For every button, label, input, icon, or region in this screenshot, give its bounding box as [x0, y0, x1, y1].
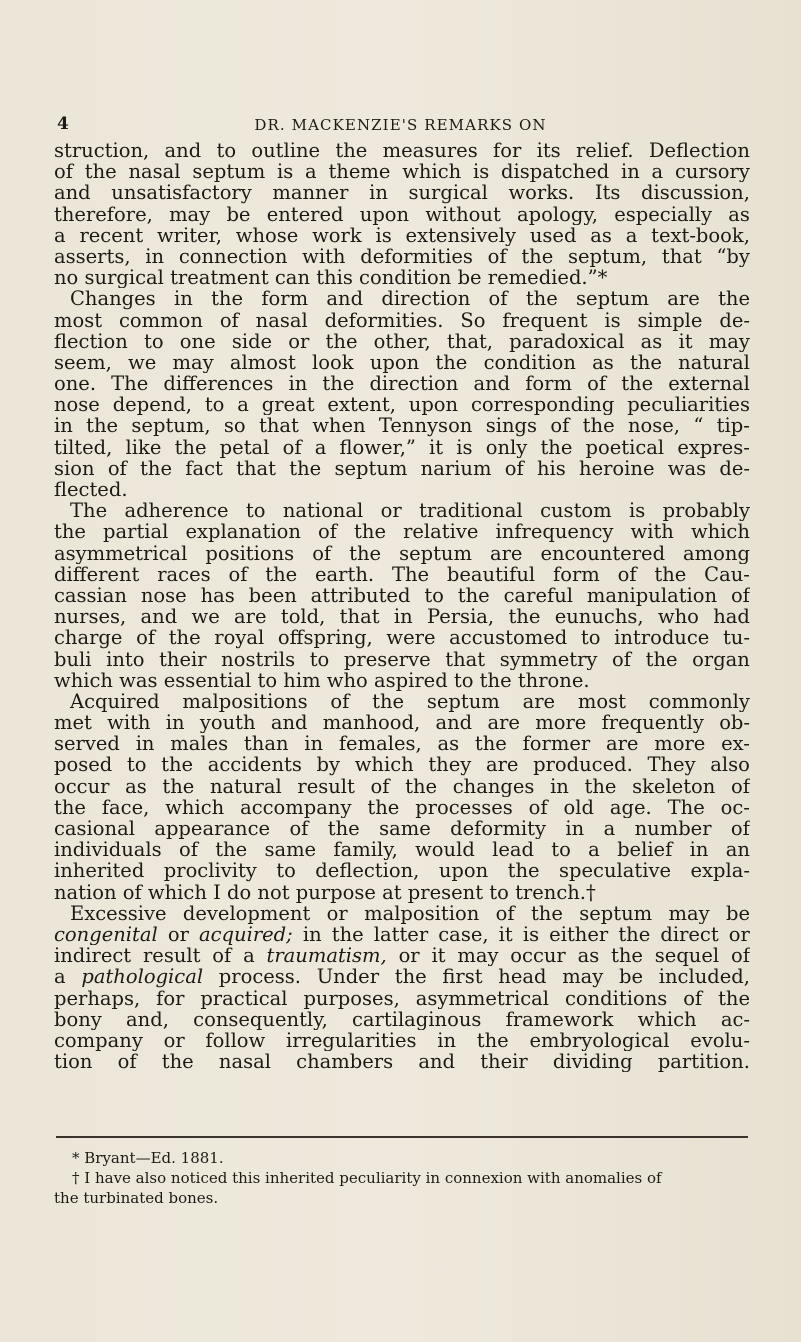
text-line: sion of the fact that the septum narium of his heroine was de- — [54, 457, 750, 479]
footnote-line: † I have also noticed this inherited peculiarity in connexion with anomalies of — [72, 1169, 662, 1187]
text-line: cassian nose has been attributed to the careful manipulation of — [54, 584, 750, 607]
footnote-line: the turbinated bones. — [54, 1189, 219, 1207]
page-header — [0, 114, 801, 134]
text-line: no surgical treatment can this condition be remedied.”* — [54, 267, 608, 289]
text-line: asymmetrical positions of the septum are encountered among — [54, 542, 750, 564]
text-line: in the septum, so that when Tennyson sings of the nose, “ tip- — [54, 415, 750, 437]
text-line: seem, we may almost look upon the condition as the natural — [54, 351, 750, 374]
text-line: a pathological process. Under the first head may be included, — [54, 966, 750, 988]
text-line: bony and, consequently, cartilaginous framework which ac- — [54, 1008, 750, 1030]
text-line: buli into their nostrils to preserve that symmetry of the organ — [54, 648, 750, 670]
text-line: The adherence to national or traditional custom is probably — [70, 500, 750, 522]
text-line: flected. — [54, 479, 128, 501]
text-line: indirect result of a traumatism, or it may occur as the sequel of — [54, 945, 750, 967]
text-line: Changes in the form and direction of the septum are the — [70, 288, 750, 310]
body-text — [54, 140, 750, 1072]
text-line: occur as the natural result of the changes in the skeleton of — [54, 775, 750, 797]
footnote-line: * Bryant—Ed. 1881. — [72, 1149, 224, 1167]
text-line: met with in youth and manhood, and are more frequently ob- — [54, 712, 750, 734]
text-line: a recent writer, whose work is extensively used as a text-book, — [54, 224, 750, 246]
text-line: the face, which accompany the processes of old age. The oc- — [54, 796, 750, 818]
text-line: posed to the accidents by which they are produced. They also — [54, 754, 750, 776]
text-line: tion of the nasal chambers and their dividing partition. — [54, 1051, 750, 1073]
running-head: DR. MACKENZIE'S REMARKS ON — [254, 116, 547, 134]
text-line: Acquired malpositions of the septum are most commonly — [70, 690, 750, 713]
text-line: and unsatisfactory manner in surgical works. Its discussion, — [54, 182, 750, 204]
footnote-rule — [56, 1136, 748, 1138]
text-line: perhaps, for practical purposes, asymmetrical conditions of the — [54, 987, 750, 1009]
text-line: charge of the royal offspring, were accustomed to introduce tu- — [54, 627, 750, 649]
text-line: nation of which I do not purpose at present to trench.† — [54, 881, 596, 903]
text-line: different races of the earth. The beautiful form of the Cau- — [54, 563, 750, 585]
text-line: struction, and to outline the measures for its relief. Deflection — [54, 140, 750, 162]
text-line: tilted, like the petal of a flower,” it is only the poetical expres- — [54, 436, 750, 458]
text-line: inherited proclivity to deflection, upon the speculative expla- — [54, 860, 750, 882]
text-line: congenital or acquired; in the latter case, it is either the direct or — [54, 923, 750, 946]
text-line: nose depend, to a great extent, upon corresponding peculiarities — [54, 394, 750, 416]
page-number: 4 — [57, 114, 69, 134]
footnotes — [54, 1148, 754, 1208]
text-line: individuals of the same family, would lead to a belief in an — [54, 839, 750, 861]
text-line: casional appearance of the same deformity in a number of — [54, 818, 750, 840]
text-line: Excessive development or malposition of the septum may be — [70, 902, 750, 924]
text-line: served in males than in females, as the former are more ex- — [54, 733, 750, 755]
text-line: the partial explanation of the relative infrequency with which — [54, 521, 750, 543]
text-line: nurses, and we are told, that in Persia, the eunuchs, who had — [54, 606, 750, 628]
text-line: flection to one side or the other, that, paradoxical as it may — [54, 330, 750, 352]
text-line: asserts, in connection with deformities of the septum, that “by — [54, 245, 750, 268]
text-line: of the nasal septum is a theme which is dispatched in a cursory — [54, 161, 750, 183]
text-line: most common of nasal deformities. So frequent is simple de- — [54, 309, 750, 331]
text-line: therefore, may be entered upon without apology, especially as — [54, 203, 750, 225]
text-line: one. The differences in the direction and form of the external — [54, 373, 750, 395]
text-line: which was essential to him who aspired to the throne. — [54, 669, 590, 691]
text-line: company or follow irregularities in the embryological evolu- — [54, 1029, 750, 1052]
